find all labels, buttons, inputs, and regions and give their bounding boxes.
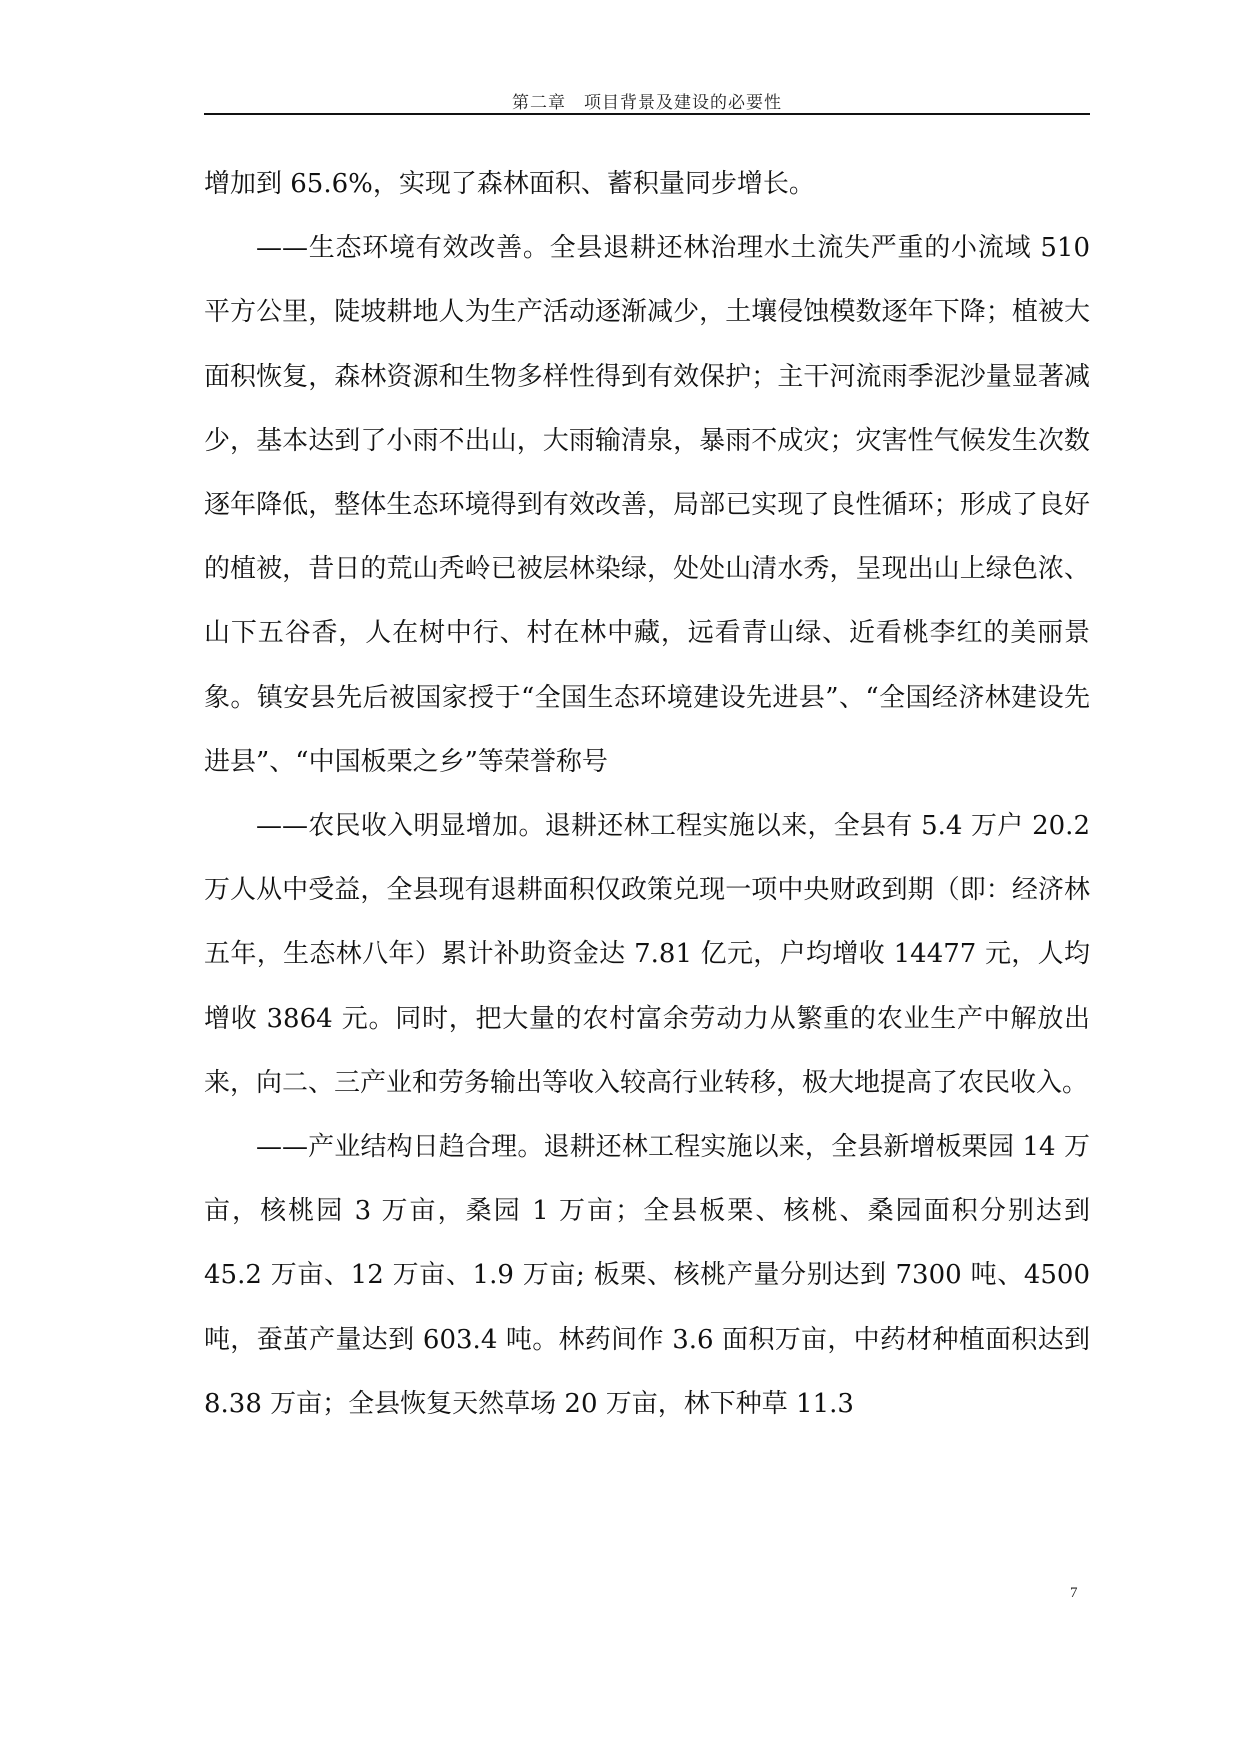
paragraph-continuation: 增加到 65.6%，实现了森林面积、蓄积量同步增长。 <box>204 169 815 199</box>
body-text <box>204 152 1090 1436</box>
paragraph-industry: ——产业结构日趋合理。退耕还林工程实施以来，全县新增板栗园 14 万亩，核桃园 3 万亩，桑园 1 万亩；全县板栗、核桃、桑园面积分别达到 45.2 万亩、12 万亩、1.9 万亩; 板栗、核桃产量分别达到 7300 吨、4500 吨，蚕茧产量达到 603.4 吨。林药间作 3.6 面积万亩，中药材种植面积达到 8.38 万亩；全县恢复天然草场 20 万亩，林下种草 11.3 <box>204 1132 1090 1419</box>
running-header: 第二章 项目背景及建设的必要性 <box>512 93 782 113</box>
header-divider <box>204 113 1090 115</box>
paragraph-income: ——农民收入明显增加。退耕还林工程实施以来，全县有 5.4 万户 20.2 万人从中受益，全县现有退耕面积仅政策兑现一项中央财政到期（即：经济林五年，生态林八年）累计补助资金达 7.81 亿元，户均增收 14477 元，人均增收 3864 元。同时，把大量的农村富余劳动力从繁重的农业生产中解放出来，向二、三产业和劳务输出等收入较高行业转移，极大地提高了农民收入。 <box>204 811 1090 1098</box>
page-number: 7 <box>1070 1585 1078 1601</box>
paragraph-ecology: ——生态环境有效改善。全县退耕还林治理水土流失严重的小流域 510 平方公里，陡坡耕地人为生产活动逐渐减少，土壤侵蚀模数逐年下降；植被大面积恢复，森林资源和生物多样性得到有效保护；主干河流雨季泥沙量显著减少，基本达到了小雨不出山，大雨输清泉，暴雨不成灾；灾害性气候发生次数逐年降低，整体生态环境得到有效改善，局部已实现了良性循环；形成了良好的植被，昔日的荒山秃岭已被层林染绿，处处山清水秀，呈现出山上绿色浓、山下五谷香，人在树中行、村在林中藏，远看青山绿、近看桃李红的美丽景象。镇安县先后被国家授于“全国生态环境建设先进县”、“全国经济林建设先进县”、“中国板栗之乡”等荣誉称号 <box>204 233 1090 777</box>
